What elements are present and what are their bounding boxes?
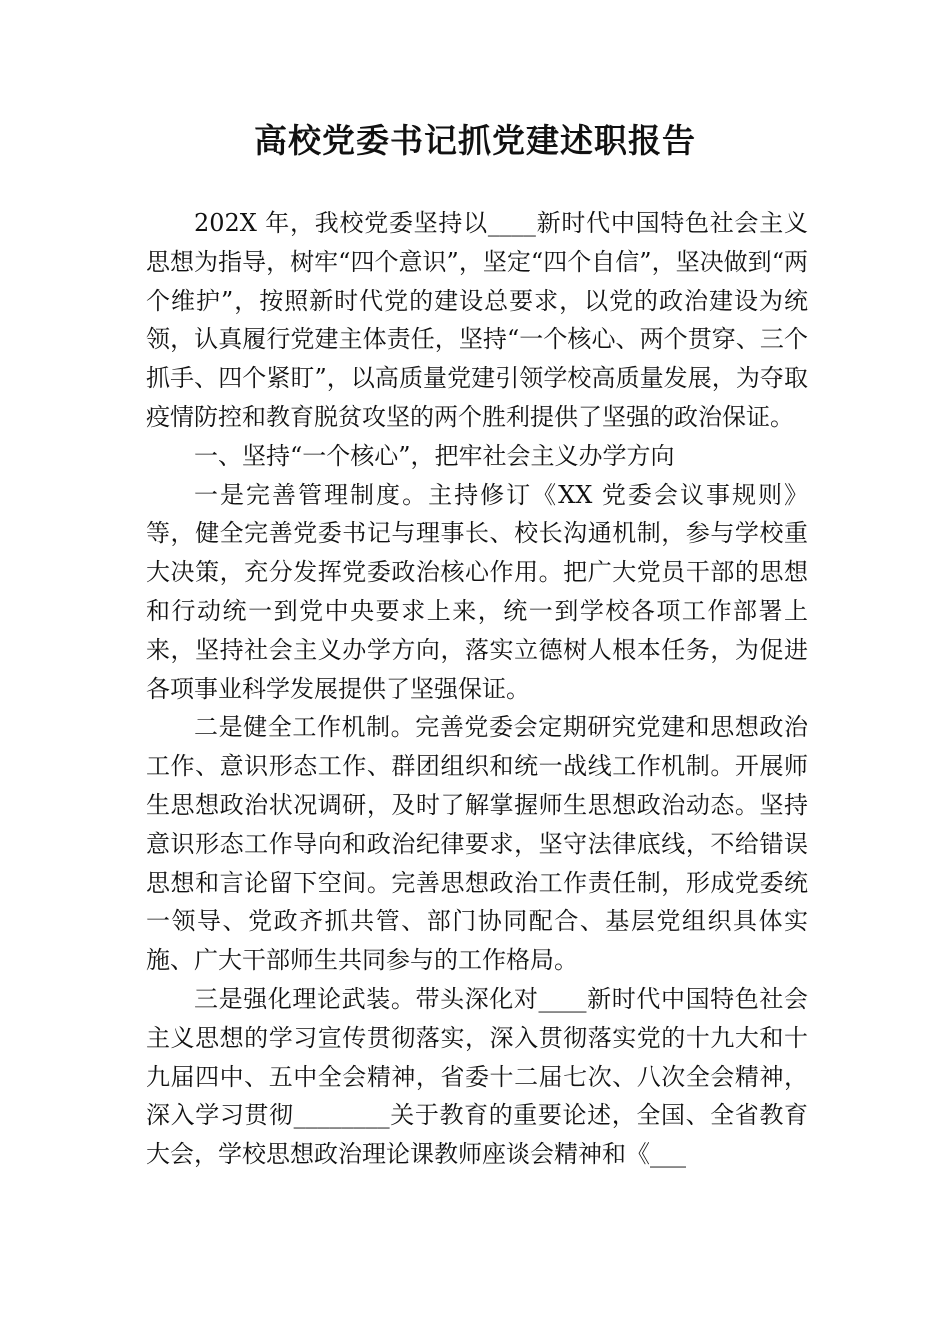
paragraph-three: 三是强化理论武装。带头深化对____新时代中国特色社会主义思想的学习宣传贯彻落实，深入贯彻落实党的十九大和十九届四中、五中全会精神，省委十二届七次、八次全会精神，深入学习贯彻________关于教育的重要论述，全国、全省教育大会，学校思想政治理论课教师座谈会精神和《___ <box>146 984 808 1169</box>
section-heading: 一、坚持“一个核心”，把牢社会主义办学方向 <box>194 441 675 470</box>
document-title: 高校党委书记抓党建述职报告 <box>254 121 696 160</box>
paragraph-intro: 202X 年，我校党委坚持以____新时代中国特色社会主义思想为指导，树牢“四个意识”，坚定“四个自信”，坚决做到“两个维护”，按照新时代党的建设总要求，以党的政治建设为统领，认真履行党建主体责任，坚持“一个核心、两个贯穿、三个抓手、四个紧盯”，以高质量党建引领学校高质量发展，为夺取疫情防控和教育脱贫攻坚的两个胜利提供了坚强的政治保证。 <box>146 209 808 431</box>
paragraph-one: 一是完善管理制度。主持修订《XX 党委会议事规则》等，健全完善党委书记与理事长、校长沟通机制，参与学校重大决策，充分发挥党委政治核心作用。把广大党员干部的思想和行动统一到党中央要求上来，统一到学校各项工作部署上来，坚持社会主义办学方向，落实立德树人根本任务，为促进各项事业科学发展提供了坚强保证。 <box>146 480 808 703</box>
document-body <box>146 204 808 1174</box>
paragraph-two: 二是健全工作机制。完善党委会定期研究党建和思想政治工作、意识形态工作、群团组织和统一战线工作机制。开展师生思想政治状况调研，及时了解掌握师生思想政治动态。坚持意识形态工作导向和政治纪律要求，坚守法律底线，不给错误思想和言论留下空间。完善思想政治工作责任制，形成党委统一领导、党政齐抓共管、部门协同配合、基层党组织具体实施、广大干部师生共同参与的工作格局。 <box>146 713 808 975</box>
